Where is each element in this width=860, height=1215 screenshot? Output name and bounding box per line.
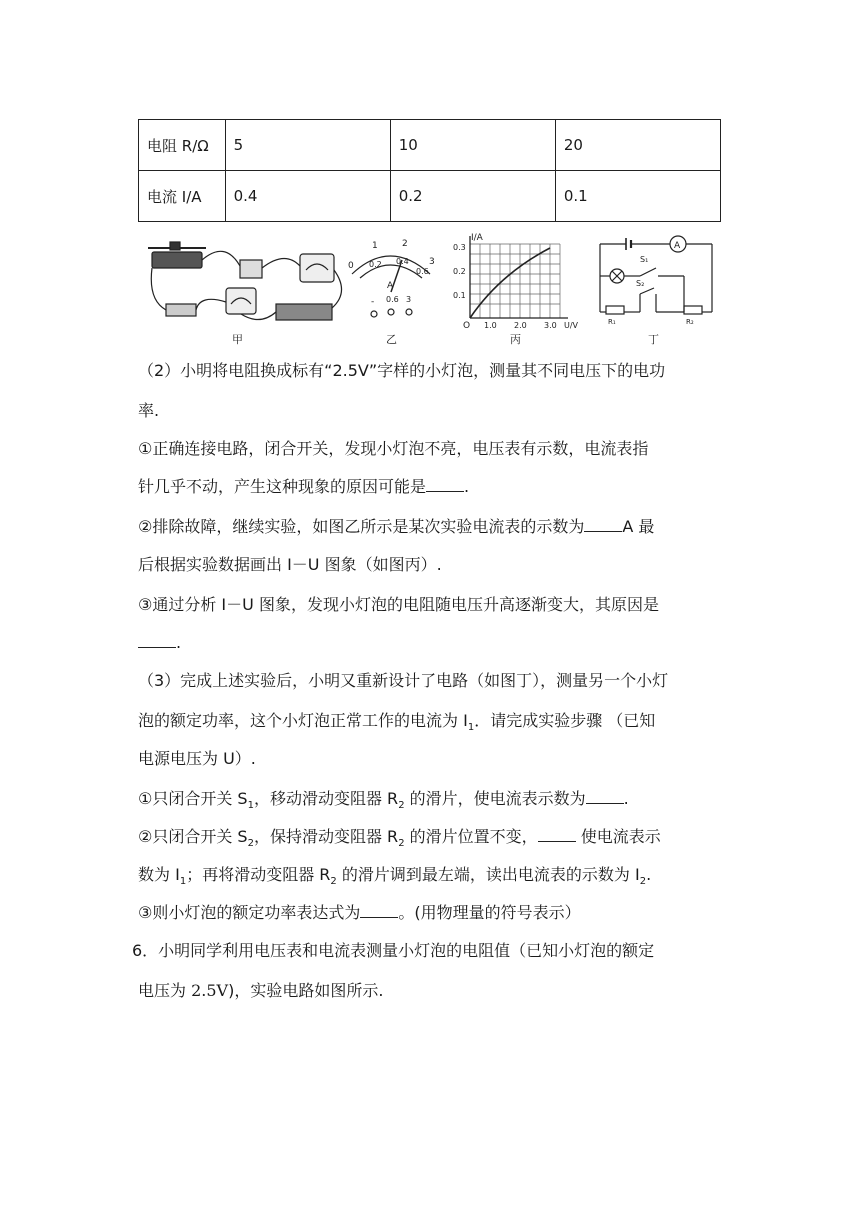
row-header: 电流 I/A xyxy=(139,171,226,222)
dial-unit: A xyxy=(387,281,394,291)
figure-yi-ammeter xyxy=(348,239,435,346)
ammeter-label: A xyxy=(674,241,681,251)
graph-x-tick: 1.0 xyxy=(484,321,497,330)
text-span: ，移动滑动变阻器 R xyxy=(253,789,399,808)
text-span: 电压为 xyxy=(138,981,192,1000)
part2-line2: 率. xyxy=(138,401,160,420)
resistance-current-table xyxy=(138,119,721,222)
text-span: )，实验电路如图所示. xyxy=(228,981,384,1000)
figure-yi-caption: 乙 xyxy=(386,333,397,346)
text-span: 。(用物理量的符号表示） xyxy=(398,903,581,922)
part2-line4 xyxy=(138,468,728,506)
dial-terminal: 3 xyxy=(406,295,412,304)
text-span: ①只闭合开关 S xyxy=(138,789,248,808)
figure-bing-caption: 丙 xyxy=(510,333,521,346)
text-span: ，保持滑动变阻器 R xyxy=(253,827,399,846)
dial-top-label: 0 xyxy=(348,261,354,271)
answer-blank xyxy=(538,823,576,842)
figure-bing-graph xyxy=(453,233,579,346)
text-span: ②只闭合开关 S xyxy=(138,827,248,846)
text-span: ；再将滑动变阻器 R xyxy=(186,865,331,884)
text-span: 使电流表示 xyxy=(575,827,661,846)
graph-x-tick: 2.0 xyxy=(514,321,527,330)
part2-line6: 后根据实验数据画出 I－U 图象（如图丙）. xyxy=(138,555,442,574)
question6-line2 xyxy=(138,972,728,1010)
table-row xyxy=(139,171,721,222)
text-span: 的滑片调到最左端，读出电流表的示数为 I xyxy=(336,865,640,884)
table-cell: 10 xyxy=(390,120,555,171)
text-span: 泡的额定功率，这个小灯泡正常工作的电流为 I xyxy=(138,711,468,730)
text-span: A 最 xyxy=(622,517,655,536)
answer-blank xyxy=(138,629,176,648)
subscript: 2 xyxy=(398,800,405,812)
dial-top-label: 1 xyxy=(372,241,378,251)
part2-line7: ③通过分析 I－U 图象，发现小灯泡的电阻随电压升高逐渐变大，其原因是 xyxy=(138,595,659,614)
row-header: 电阻 R/Ω xyxy=(139,120,226,171)
text-span: 针几乎不动，产生这种现象的原因可能是 xyxy=(138,477,427,496)
part3-line7 xyxy=(138,894,728,932)
text-span: . xyxy=(176,633,182,652)
text-span: ③则小灯泡的额定功率表达式为 xyxy=(138,903,361,922)
dial-bottom-label: 0.6 xyxy=(416,267,429,276)
switch-s2-label: S₂ xyxy=(636,279,645,288)
subscript: 1 xyxy=(467,722,475,734)
text-span: . xyxy=(646,865,652,884)
dial-top-label: 3 xyxy=(429,257,435,267)
question6-line1: 6．小明同学利用电压表和电流表测量小灯泡的电阻值（已知小灯泡的额定 xyxy=(132,941,655,960)
text-span: 的滑片，使电流表示数为 xyxy=(404,789,586,808)
part2-line8 xyxy=(138,624,728,662)
switch-s1-label: S₁ xyxy=(640,255,649,264)
graph-y-tick: 0.3 xyxy=(453,243,466,252)
table-cell: 0.1 xyxy=(555,171,720,222)
part2-line3: ①正确连接电路，闭合开关，发现小灯泡不亮，电压表有示数，电流表指 xyxy=(138,439,649,458)
dial-bottom-label: 0.4 xyxy=(396,257,409,266)
figure-ding-circuit xyxy=(600,236,712,346)
graph-x-tick: 3.0 xyxy=(544,321,557,330)
graph-y-label: I/A xyxy=(471,233,483,243)
text-span: 的滑片位置不变， xyxy=(404,827,538,846)
graph-y-tick: 0.1 xyxy=(453,291,466,300)
answer-blank xyxy=(426,473,464,492)
subscript: 2 xyxy=(398,838,405,850)
subscript: 2 xyxy=(330,876,337,888)
answer-blank xyxy=(584,513,622,532)
graph-x-label: U/V xyxy=(564,321,579,330)
text-span: . xyxy=(623,789,629,808)
text-span: ．请完成实验步骤 （已知 xyxy=(474,711,656,730)
part2-line5 xyxy=(138,508,728,546)
graph-y-tick: 0.2 xyxy=(453,267,466,276)
text-span: 数为 I xyxy=(138,865,180,884)
experiment-figures xyxy=(140,230,720,346)
subscript: 2 xyxy=(639,876,647,888)
graph-origin: O xyxy=(463,321,471,331)
resistor-r2-label: R₂ xyxy=(686,318,694,326)
dial-terminal: - xyxy=(371,297,375,307)
text-span: 2.5V xyxy=(191,981,229,1000)
subscript: 2 xyxy=(247,838,254,850)
answer-blank xyxy=(586,785,624,804)
part2-line1: （2）小明将电阻换成标有“2.5V”字样的小灯泡，测量其不同电压下的电功 xyxy=(138,361,666,380)
table-cell: 0.2 xyxy=(390,171,555,222)
dial-bottom-label: 0.2 xyxy=(369,260,382,269)
figure-jia-caption: 甲 xyxy=(232,333,243,346)
dial-top-label: 2 xyxy=(402,239,408,249)
dial-terminal: 0.6 xyxy=(386,295,399,304)
part3-line3: 电源电压为 U）. xyxy=(138,749,256,768)
figure-ding-caption: 丁 xyxy=(648,333,659,346)
figure-jia-circuit xyxy=(148,242,342,346)
resistor-r1-label: R₁ xyxy=(608,318,616,326)
table-cell: 5 xyxy=(225,120,390,171)
subscript: 1 xyxy=(247,800,254,812)
text-span: ②排除故障，继续实验，如图乙所示是某次实验电流表的示数为 xyxy=(138,517,585,536)
text-span: . xyxy=(464,477,470,496)
table-row xyxy=(139,120,721,171)
part3-line1: （3）完成上述实验后，小明又重新设计了电路（如图丁），测量另一个小灯 xyxy=(138,671,669,690)
answer-blank xyxy=(360,899,398,918)
subscript: 1 xyxy=(179,876,187,888)
table-cell: 20 xyxy=(555,120,720,171)
table-cell: 0.4 xyxy=(225,171,390,222)
